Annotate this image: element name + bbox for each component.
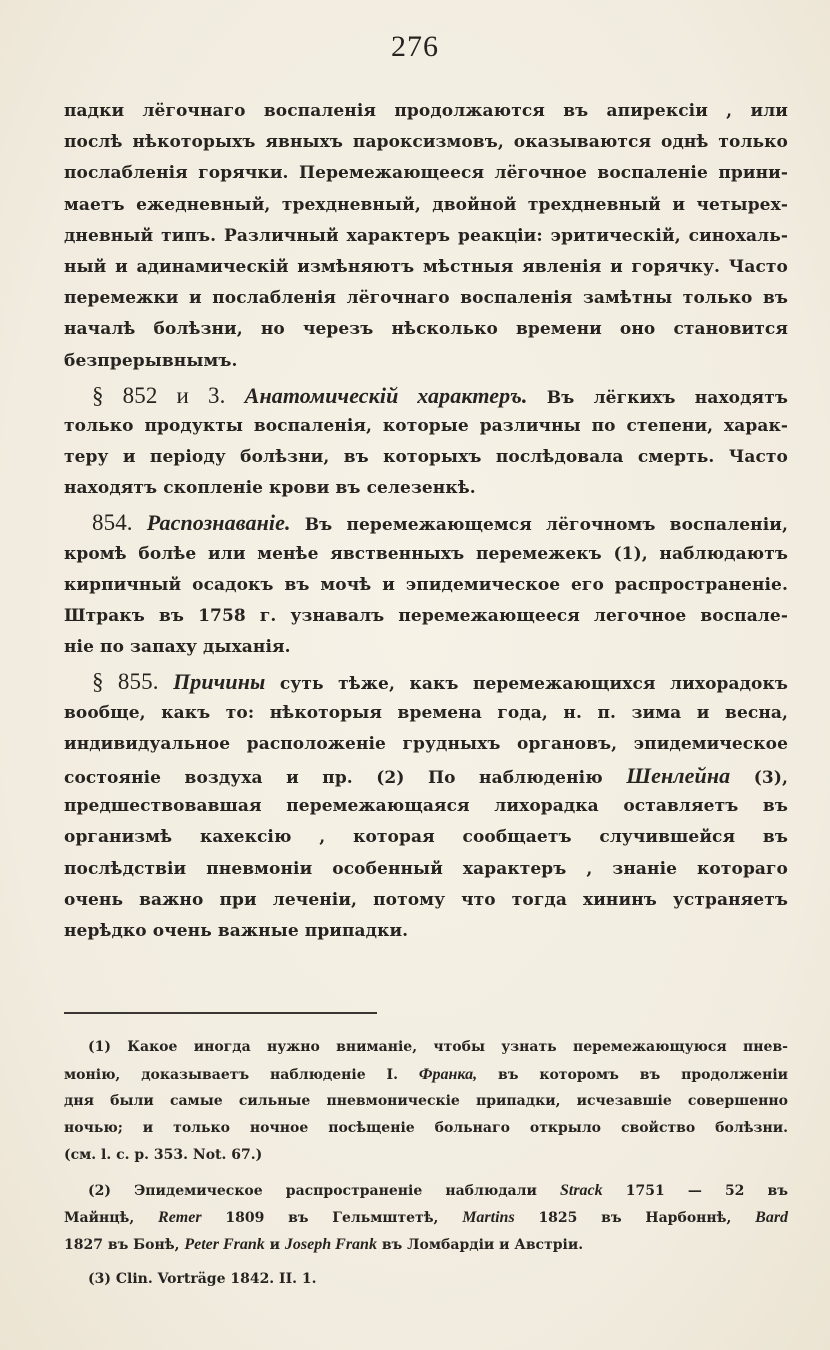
section-title: Анатомическій характеръ. (244, 382, 528, 408)
section-lead-text: суть тѣже, какъ перемежающихся лихорадокъ (279, 674, 788, 695)
text-line: очень важно при леченіи, потому что тогда хининъ устраняетъ (64, 889, 788, 910)
main-text (64, 96, 788, 947)
text-fragment: 1751 — 52 въ (625, 1183, 788, 1199)
section-lead-text: Въ перемежающемся лёгочномъ воспаленіи, (304, 515, 788, 536)
text-line: нерѣдко очень важные припадки. (64, 920, 409, 941)
footnote-2 (64, 1177, 788, 1258)
text-fragment: монію, доказываетъ наблюденіе І. (64, 1067, 398, 1083)
text-fragment: Майнцѣ, (64, 1210, 135, 1226)
footnote-line: (1) Какое иногда нужно вниманіе, чтобы узнать перемежающуюся пнев- (88, 1039, 788, 1055)
text-line (64, 760, 788, 791)
section-number: § 852 и 3. (92, 382, 226, 408)
text-fragment: въ Ломбардіи и Австріи. (381, 1237, 584, 1253)
section-first-line (64, 666, 788, 697)
footnote-line (64, 1231, 788, 1258)
section-title: Распознаваніе. (146, 510, 291, 536)
text-fragment: состояніе воздуха и пр. (2) По наблюденію (64, 767, 603, 788)
text-fragment: (3), (753, 767, 788, 788)
text-line: теру и періоду болѣзни, въ которыхъ послѣдовала смерть. Часто (64, 447, 788, 468)
text-line: послабленія горячки. Перемежающееся лёгочное воспаленіе прини- (64, 163, 788, 184)
footnotes (64, 1034, 788, 1293)
text-line: Штракъ въ 1758 г. узнавалъ перемежающееся легочное воспале- (64, 606, 788, 626)
section-855 (64, 666, 788, 947)
text-line: организмѣ кахексію , которая сообщаетъ случившейся въ (64, 827, 788, 848)
text-line: вообще, какъ то: нѣкоторыя времена года, н. п. зима и весна, (64, 702, 788, 723)
text-line: послѣ нѣкоторыхъ явныхъ пароксизмовъ, оказываются однѣ только (64, 132, 788, 153)
section-lead-text: Въ лёгкихъ находятъ (546, 387, 788, 408)
text-line: только продукты воспаленія, которые различны по степени, харак- (64, 415, 788, 436)
author-name: Шенлейна (626, 762, 731, 788)
footnote-line: ночью; и только ночное посѣщеніе больнаго открыло свойство болѣзни. (64, 1120, 788, 1136)
text-line: ный и адинамическій измѣняютъ мѣстныя явленія и горячку. Часто (64, 256, 788, 277)
footnote-divider (64, 1012, 377, 1014)
text-line: безпрерывнымъ. (64, 350, 238, 371)
text-line: дневный типъ. Различный характеръ реакціи: эритическій, синохаль- (64, 225, 788, 246)
text-line: послѣдствіи пневмоніи особенный характеръ , знаніе котораго (64, 858, 788, 879)
text-line: падки лёгочнаго воспаленія продолжаются въ апирексіи , или (64, 101, 788, 121)
section-854 (64, 507, 788, 663)
text-line: кромѣ болѣе или менѣе явственныхъ перемежекъ (1), наблюдаютъ (64, 543, 788, 564)
text-fragment: (2) Эпидемическое распространеніе наблюдали (88, 1183, 537, 1199)
text-line: маетъ ежедневный, трехдневный, двойной трехдневный и четырех- (64, 194, 788, 215)
text-line: кирпичный осадокъ въ мочѣ и эпидемическое его распространеніе. (64, 574, 788, 595)
author-name: Remer (158, 1209, 202, 1226)
author-name: Martins (462, 1209, 515, 1226)
section-number: § 855. (92, 669, 159, 695)
footnote-line (64, 1204, 788, 1231)
author-name: Bard (755, 1209, 789, 1226)
text-fragment: въ которомъ въ продолженіи (497, 1067, 789, 1083)
footnote-line: дня были самые сильные пневмоническіе припадки, исчезавшіе совершенно (64, 1093, 788, 1109)
text-line: ніе по запаху дыханія. (64, 637, 291, 658)
page-number: 276 (391, 30, 439, 63)
text-fragment: 1827 въ Бонѣ, (64, 1237, 180, 1253)
footnote-line (64, 1061, 788, 1088)
author-name: Joseph Frank (284, 1236, 377, 1253)
section-number: 854. (92, 510, 133, 536)
text-fragment: 1809 въ Гельмштетѣ, (225, 1210, 439, 1226)
footnote-line: (см. l. c. p. 353. Not. 67.) (64, 1147, 263, 1163)
text-line: предшествовавшая перемежающаяся лихорадка оставляетъ въ (64, 796, 788, 817)
section-first-line (64, 380, 788, 411)
text-fragment: и (269, 1237, 281, 1253)
footnote-line (64, 1177, 788, 1204)
footnote-line: (3) Clin. Vorträge 1842. II. 1. (88, 1271, 317, 1287)
author-name: Strack (559, 1182, 603, 1199)
section-852 (64, 380, 788, 505)
text-line: перемежки и послабленія лёгочнаго воспаленія замѣтны только въ (64, 288, 788, 309)
text-line: находятъ скопленіе крови въ селезенкѣ. (64, 478, 476, 499)
text-fragment: 1825 въ Нарбоннѣ, (538, 1210, 732, 1226)
author-name: Peter Frank (184, 1236, 265, 1253)
text-line: индивидуальное расположеніе грудныхъ органовъ, эпидемическое (64, 733, 788, 754)
section-first-line (64, 507, 788, 538)
footnote-3 (64, 1266, 788, 1293)
footnote-1 (64, 1034, 788, 1169)
paragraph-continuation (64, 96, 788, 377)
section-title: Причины (173, 669, 266, 695)
author-name: Франка, (418, 1066, 478, 1083)
text-line: началѣ болѣзни, но черезъ нѣсколько времени оно становится (64, 319, 788, 340)
